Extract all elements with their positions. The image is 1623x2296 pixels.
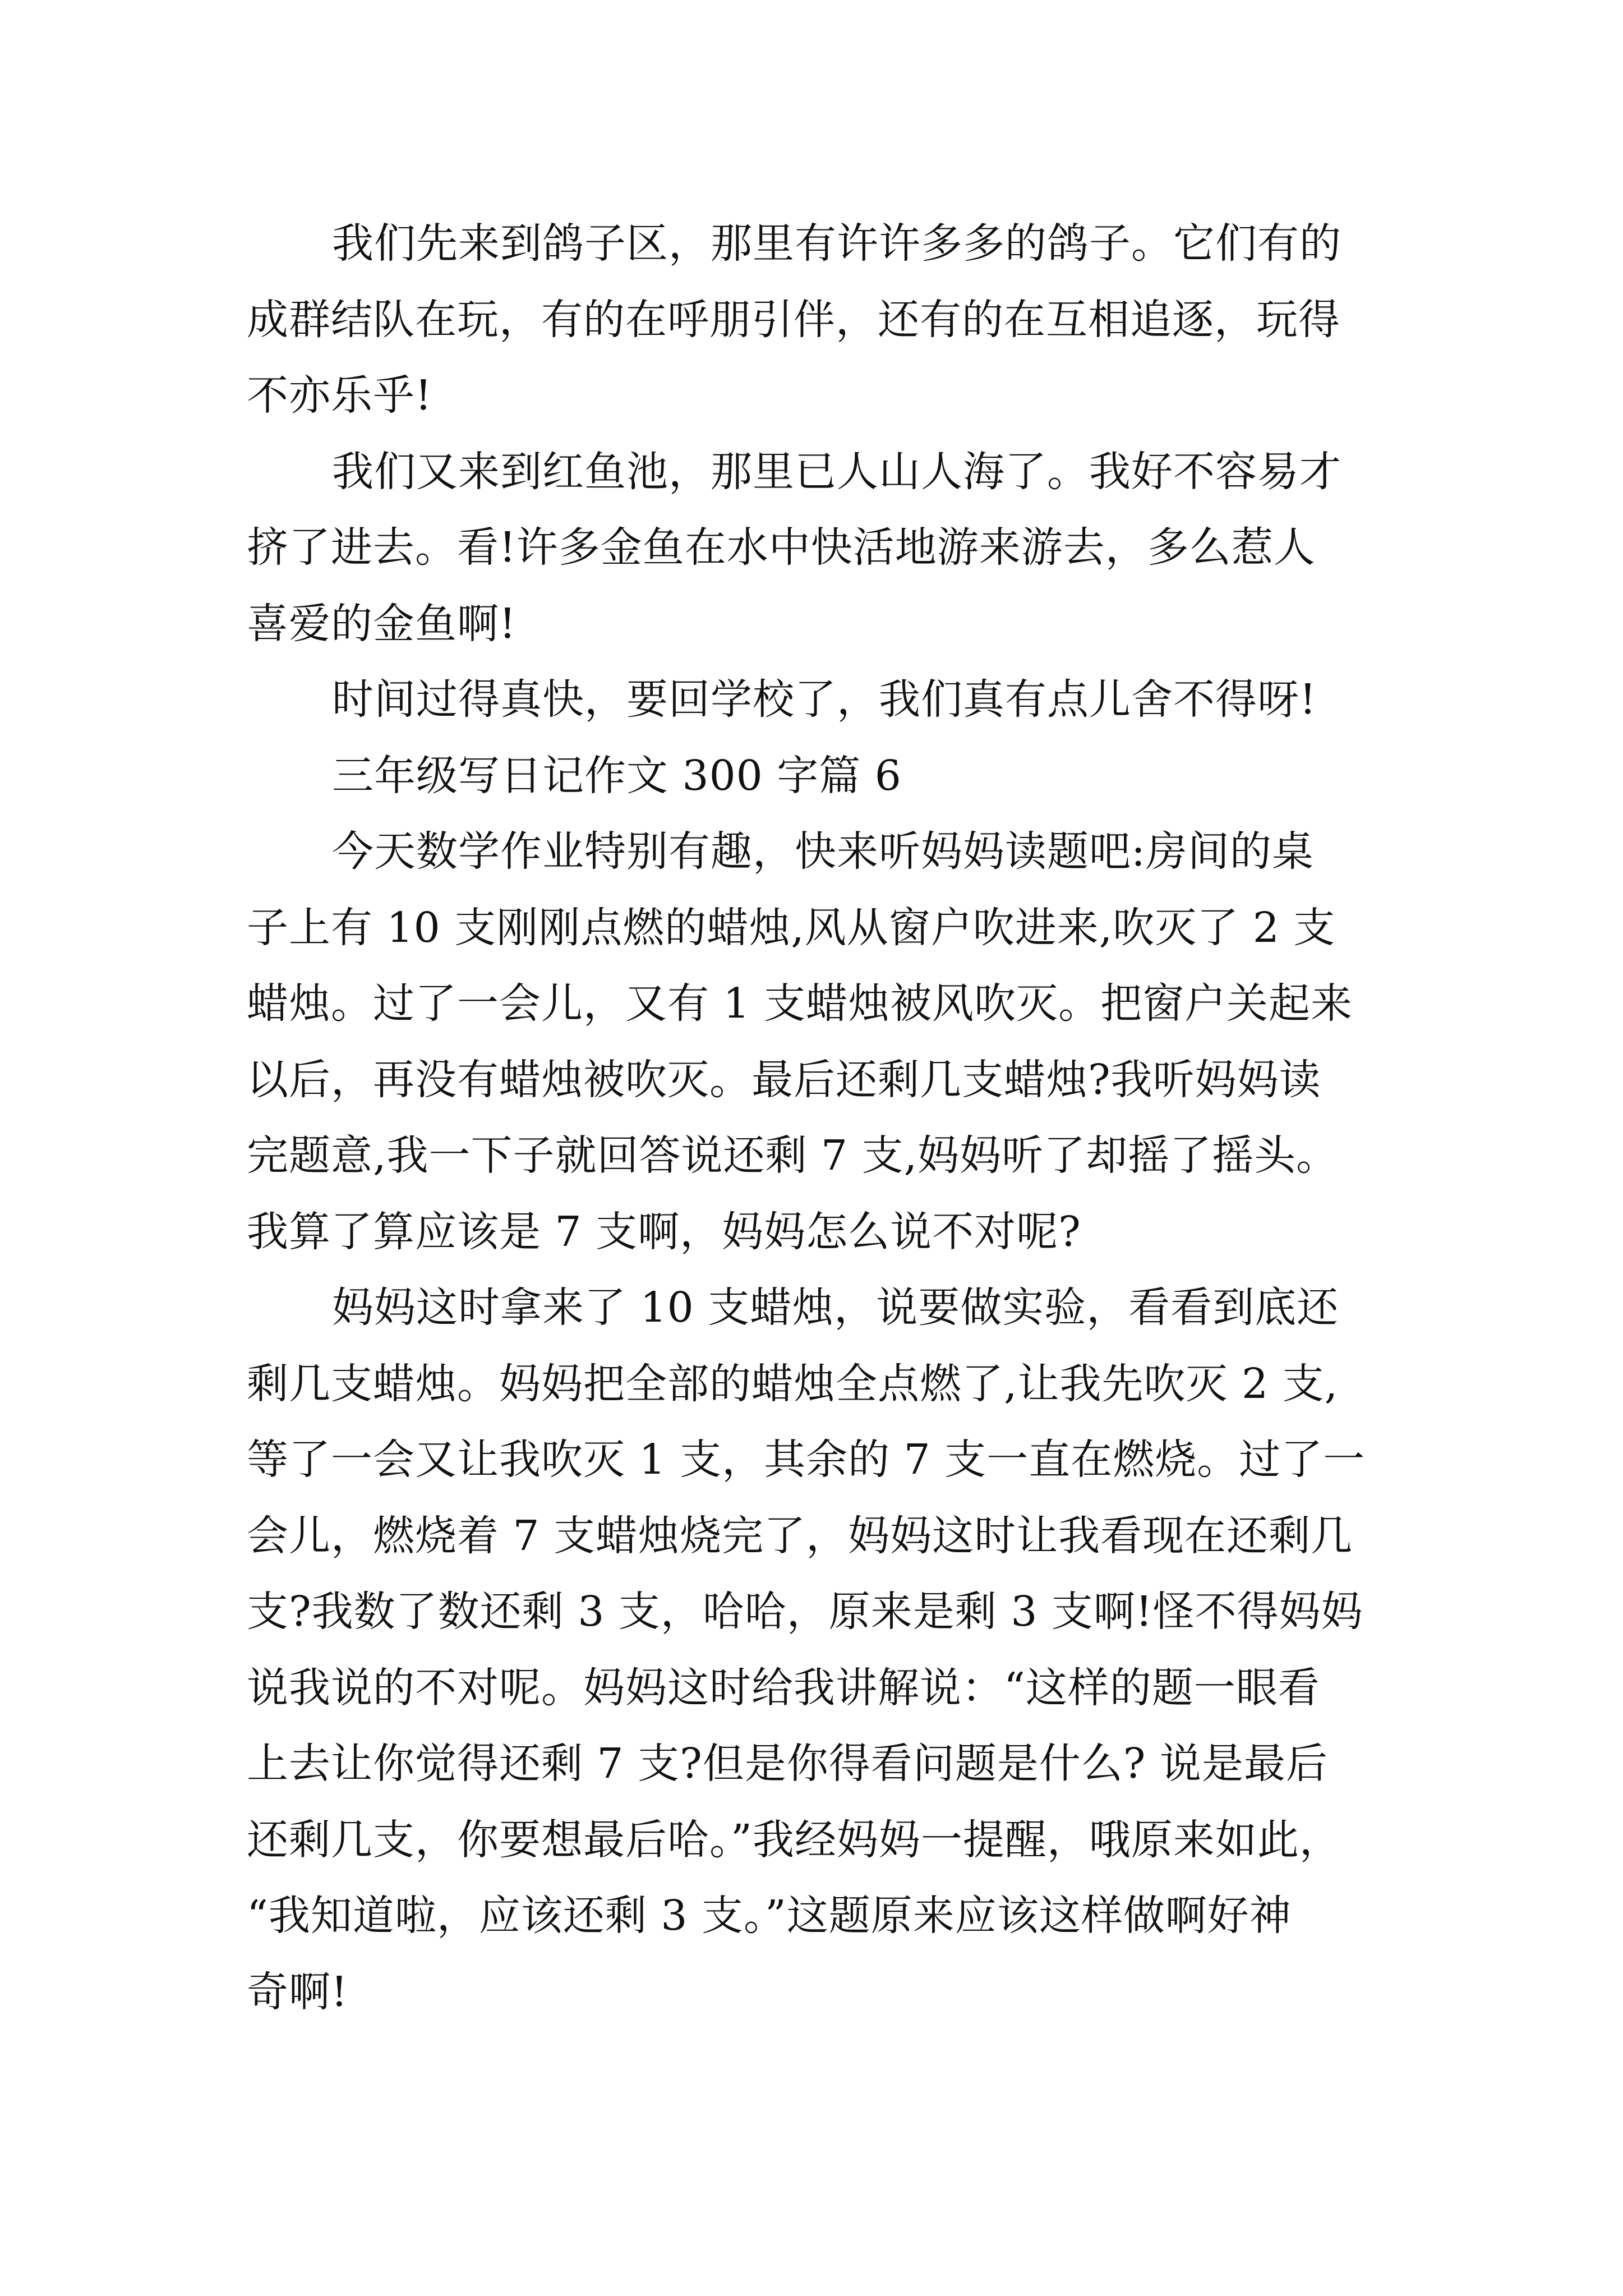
text-line: 成群结队在玩，有的在呼朋引伴，还有的在互相追逐，玩得: [247, 296, 1340, 344]
text-line: 完题意,我一下子就回答说还剩 7 支,妈妈听了却摇了摇头。: [247, 1131, 1339, 1180]
text-line: 我们先来到鸽子区，那里有许许多多的鸽子。它们有的: [332, 219, 1341, 268]
text-line: 今天数学作业特别有趣，快来听妈妈读题吧:房间的桌: [332, 827, 1314, 876]
text-line: 时间过得真快，要回学校了，我们真有点儿舍不得呀!: [332, 675, 1317, 724]
text-line: 等了一会又让我吹灭 1 支，其余的 7 支一直在燃烧。过了一: [247, 1435, 1366, 1484]
text-line: 以后，再没有蜡烛被吹灭。最后还剩几支蜡烛?我听妈妈读: [247, 1056, 1321, 1104]
text-line: 我们又来到红鱼池，那里已人山人海了。我好不容易才: [332, 448, 1341, 496]
text-line: 剩几支蜡烛。妈妈把全部的蜡烛全点燃了,让我先吹灭 2 支,: [247, 1360, 1339, 1408]
text-line: 挤了进去。看!许多金鱼在水中快活地游来游去，多么惹人: [247, 523, 1316, 572]
text-line: 不亦乐乎!: [247, 371, 432, 420]
text-line: 奇啊!: [247, 1968, 348, 2016]
text-line: 子上有 10 支刚刚点燃的蜡烛,风从窗户吹进来,吹灭了 2 支: [247, 904, 1336, 952]
text-line: 妈妈这时拿来了 10 支蜡烛，说要做实验，看看到底还: [332, 1283, 1339, 1332]
section-heading: 三年级写日记作文 300 字篇 6: [332, 752, 902, 800]
text-line: 我算了算应该是 7 支啊，妈妈怎么说不对呢?: [247, 1208, 1081, 1256]
text-line: 喜爱的金鱼啊!: [247, 600, 517, 648]
text-line: 蜡烛。过了一会儿，又有 1 支蜡烛被风吹灭。把窗户关起来: [247, 979, 1353, 1028]
text-line: “我知道啦，应该还剩 3 支。”这题原来应该这样做啊好神: [247, 1892, 1292, 1940]
text-line: 说我说的不对呢。妈妈这时给我讲解说：“这样的题一眼看: [247, 1664, 1320, 1712]
text-line: 上去让你觉得还剩 7 支?但是你得看问题是什么? 说是最后: [247, 1740, 1328, 1788]
text-line: 会儿，燃烧着 7 支蜡烛烧完了，妈妈这时让我看现在还剩几: [247, 1512, 1353, 1560]
text-line: 还剩几支，你要想最后哈。”我经妈妈一提醒，哦原来如此，: [247, 1816, 1341, 1864]
text-line: 支?我数了数还剩 3 支，哈哈，原来是剩 3 支啊!怪不得妈妈: [247, 1588, 1363, 1636]
